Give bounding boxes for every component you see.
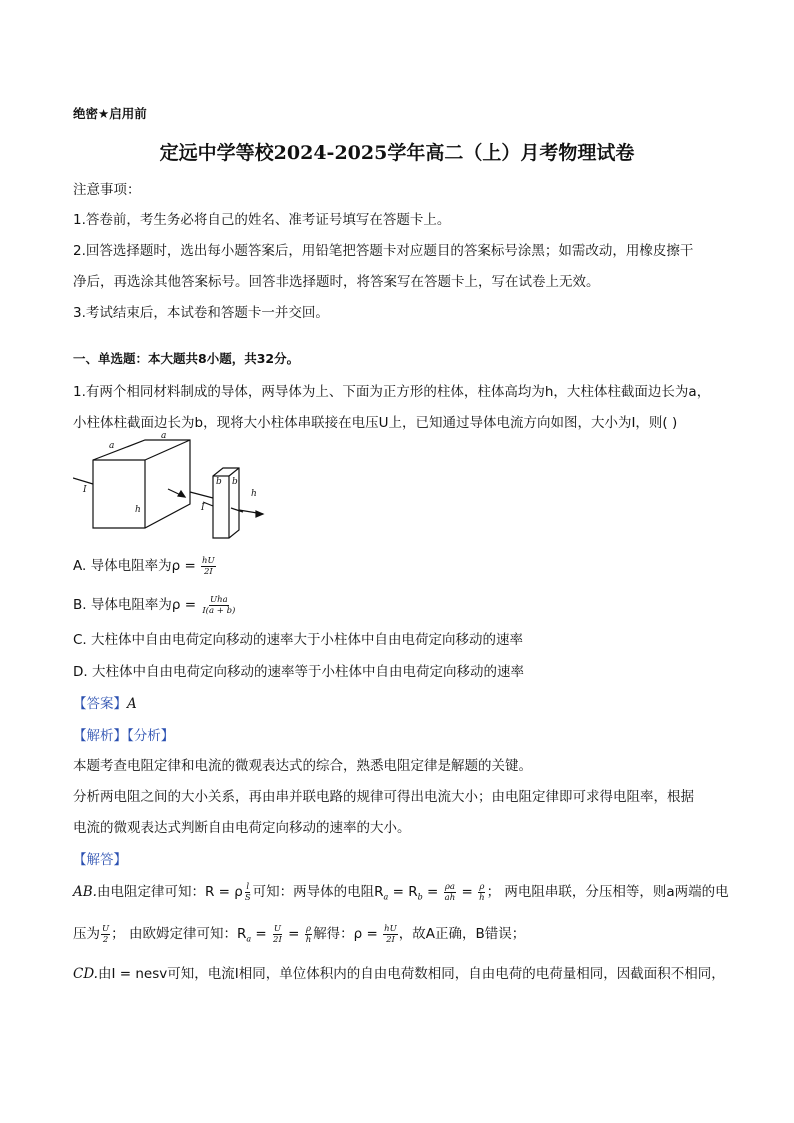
option-B [73, 593, 237, 616]
sol1-text-2: 可知：两导体的电阻R [252, 884, 384, 900]
notice-heading: 注意事项： [73, 182, 141, 198]
option-A-denominator: 2I [203, 566, 213, 577]
sol1-text-3: = R [388, 884, 418, 900]
sol1-frac3-den: h [479, 892, 485, 903]
large-cuboid-outline [93, 440, 190, 528]
notice-item-2b: 净后，再选涂其他答案标号。回答非选择题时，将答案写在答题卡上，写在试卷上无效。 [73, 274, 600, 290]
sub-b: b [417, 892, 423, 902]
analysis-line-2: 分析两电阻之间的大小关系，再由串并联电路的规律可得出电流大小；由电阻定律即可求得电阻率，根据 [73, 789, 694, 805]
solution-line-2 [73, 922, 525, 945]
solution-line-1: AB.由电阻定律可知：R = ρ $\frac{l}{S}$ 可知：两导体的电阻$R_a = R_b$ = $\frac{\rho a}{ah}$ = $\frac{\rho}{h}$ ； 两电阻串联，分压相等，则a两端的电 [73, 881, 729, 903]
sol1-prefix: AB. [73, 884, 97, 900]
arrowhead [178, 491, 185, 497]
analysis-line-3: 电流的微观表达式判断自由电荷定向移动的速率的大小。 [73, 820, 411, 836]
label-b-1: b [216, 477, 222, 487]
label-h-1: h [135, 505, 141, 515]
notice-item-1: 1.答卷前，考生务必将自己的姓名、准考证号填写在答题卡上。 [73, 212, 451, 228]
option-D: D. 大柱体中自由电荷定向移动的速率等于小柱体中自由电荷定向移动的速率 [73, 664, 524, 680]
question-1-stem-line-1: 1.有两个相同材料制成的导体，两导体为上、下面为正方形的柱体，柱体高均为h，大柱体柱截面边长为a， [73, 384, 711, 400]
sol3-prefix: CD. [73, 966, 98, 982]
arrowhead [256, 511, 263, 517]
sol2-text-2: ； 由欧姆定律可知：R [111, 926, 247, 942]
option-A-text: A. 导体电阻率为ρ = [73, 558, 201, 574]
connecting-wire [190, 492, 213, 498]
solution-label: 【解答】 [73, 852, 127, 868]
sol1-fraction-3 [478, 882, 485, 903]
sol3-text: 由I = nesv可知，电流I相同，单位体积内的自由电荷数相同，自由电荷的电荷量相同，因截面积不相同， [97, 966, 725, 982]
sub-a: a [383, 892, 389, 902]
label-I-1: I [83, 485, 87, 495]
sol2-frac1-den: 2 [102, 934, 109, 945]
option-B-denominator: I(a + b) [202, 605, 236, 616]
option-C: C. 大柱体中自由电荷定向移动的速率大于小柱体中自由电荷定向移动的速率 [73, 632, 524, 648]
sub-a: a [246, 934, 252, 944]
label-a-1: a [109, 441, 115, 451]
label-h-2: h [251, 489, 257, 499]
sol1-frac1-num: l [246, 881, 250, 892]
sol2-fraction-3 [305, 924, 312, 945]
label-I-2: I [201, 503, 205, 513]
option-B-text: B. 导体电阻率为ρ = [73, 597, 201, 613]
option-A-numerator: hU [202, 555, 215, 566]
label-a-2: a [161, 432, 167, 441]
sol1-frac2-num: ρa [444, 881, 455, 892]
notice-item-2a: 2.回答选择题时，选出每小题答案后，用铅笔把答题卡对应题目的答案标号涂黑；如需改动，用橡皮擦干 [73, 243, 694, 259]
label-b-2: b [232, 477, 238, 487]
section-heading: 一、单选题：本大题共8小题，共32分。 [73, 351, 300, 366]
sol1-frac3-num: ρ [479, 881, 485, 892]
sol1-frac2-den: ah [444, 892, 456, 903]
sol2-text-1: 压为 [73, 926, 100, 942]
large-cuboid-edge [145, 440, 190, 460]
analysis-label: 【解析】【分析】 [73, 728, 175, 744]
sol2-fraction-2 [272, 924, 283, 945]
sol2-text-6: ，故A正确，B错误； [398, 926, 526, 942]
sol1-fraction-2 [444, 882, 457, 903]
question-1-stem-line-2: 小柱体柱截面边长为b，现将大小柱体串联接在电压U上，已知通过导体电流方向如图，大小为I，则( ) [73, 415, 678, 431]
sol2-frac2-num: U [273, 923, 281, 934]
conductor-figure [73, 432, 273, 544]
solution-line-3 [73, 962, 725, 982]
sol2-frac3-num: ρ [305, 923, 311, 934]
answer-label: 【答案】 [73, 696, 127, 712]
sol2-text-3: = [251, 926, 272, 942]
input-wire [73, 478, 93, 484]
option-B-numerator: Uha [209, 594, 228, 605]
confidential-label: 绝密★启用前 [73, 106, 147, 121]
analysis-line-1: 本题考查电阻定律和电流的微观表达式的综合，熟悉电阻定律是解题的关键。 [73, 758, 532, 774]
sol1-fraction-1 [244, 882, 252, 903]
sol2-text-5: 解得：ρ = [313, 926, 383, 942]
answer-value: A [127, 696, 137, 712]
sol1-text-5: ； 两电阻串联，分压相等，则a两端的电 [486, 884, 729, 900]
sol1-text-4: = [422, 884, 443, 900]
sol1-text-1: 由电阻定律可知：R = ρ [96, 884, 243, 900]
sol2-frac1-num: U [102, 923, 110, 934]
sol2-frac4-num: hU [384, 923, 397, 934]
small-cuboid-edge [229, 468, 239, 476]
notice-item-3: 3.考试结束后，本试卷和答题卡一并交回。 [73, 305, 329, 321]
option-B-fraction [201, 595, 236, 616]
option-A-fraction [201, 556, 216, 577]
sol2-frac3-den: h [305, 934, 312, 945]
sol2-fraction-4 [383, 924, 398, 945]
sol2-frac2-den: 2I [273, 934, 282, 945]
sol2-frac4-den: 2I [386, 934, 395, 945]
option-A [73, 554, 217, 577]
sol2-fraction-1 [101, 924, 110, 945]
exam-title: 定远中学等校2024-2025学年高二（上）月考物理试卷 [159, 142, 635, 164]
sol1-frac1-den: S [244, 892, 251, 903]
sol2-text-4: = [283, 926, 304, 942]
answer-line [73, 692, 137, 712]
